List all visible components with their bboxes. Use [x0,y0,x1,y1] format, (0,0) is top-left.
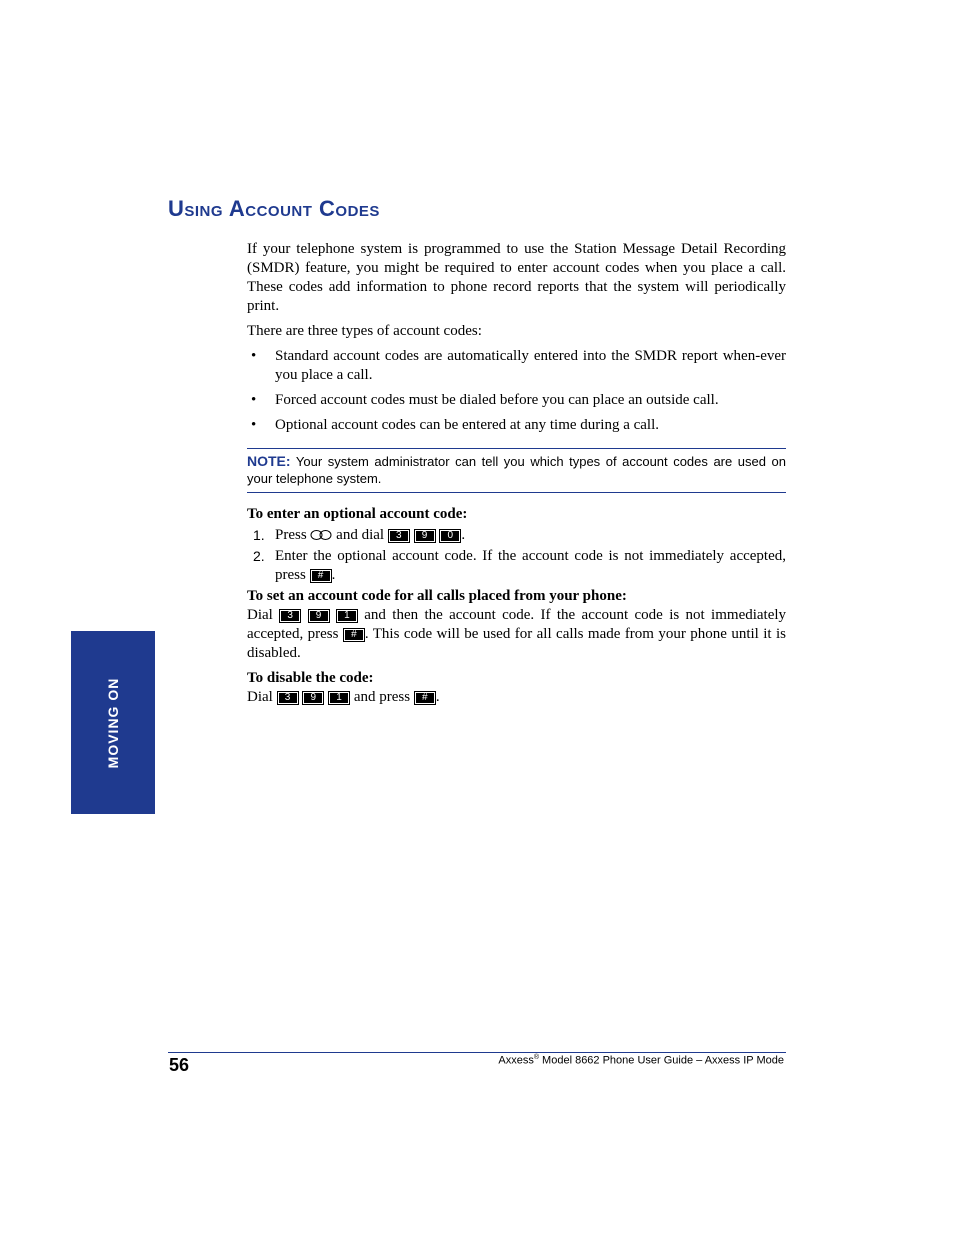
key-pound: # [414,691,436,705]
key-9: 9 [308,609,330,623]
key-9: 9 [302,691,324,705]
key-pound: # [343,628,365,642]
footer-divider [168,1052,786,1053]
step-number: 1. [253,527,265,543]
page-number: 56 [169,1055,190,1075]
key-1: 1 [328,691,350,705]
note-label: NOTE: [247,453,291,469]
optional-code-steps [247,526,786,585]
step-item: 2. Enter the optional account code. If the account code is not immediately accepted, press # . [253,548,786,583]
note-box [247,448,786,493]
note-text: Your system administrator can tell you which types of account codes are used on your telephone system. [247,454,786,486]
step-number: 2. [253,548,265,564]
account-code-types-list [247,347,786,435]
list-item: • Optional account codes can be entered at any time during a call. [251,417,660,433]
all-calls-paragraph: Dial 3 9 1 and then the account code. If the account code is not immediately accepted, press # . This code will be used for all calls made from your phone until it is disabled. [247,607,787,661]
key-3: 3 [388,529,410,543]
optional-code-title: To enter an optional account code: [247,506,468,522]
key-0: 0 [439,529,461,543]
key-9: 9 [414,529,436,543]
all-calls-title: To set an account code for all calls placed from your phone: [247,588,627,604]
bullet-icon: • [251,392,257,408]
bullet-icon: • [251,348,257,364]
footer-title: Axxess® Model 8662 Phone User Guide – Axxess IP Mode [498,1054,784,1067]
bullet-icon: • [251,417,257,433]
key-pound: # [310,569,332,583]
disable-title: To disable the code: [247,670,374,686]
step-item: 1. Press and dial 3 9 0 . [253,527,466,543]
list-item: • Forced account codes must be dialed before you can place an outside call. [251,392,719,408]
disable-paragraph: Dial 3 9 1 and press # . [247,689,440,705]
section-heading: Using Account Codes [168,196,380,221]
types-intro: There are three types of account codes: [247,323,482,339]
key-3: 3 [279,609,301,623]
feature-button-icon [310,529,332,541]
side-tab-label: MOVING ON [105,677,121,768]
list-item: • Standard account codes are automatically entered into the SMDR report when-ever you place a call. [251,348,786,383]
side-tab [71,631,155,814]
key-1: 1 [336,609,358,623]
intro-paragraph: If your telephone system is programmed to use the Station Message Detail Recording (SMDR) feature, you might be required to enter account codes when you place a call. These codes add information to phone record reports that the system will periodically print. [247,241,786,314]
key-3: 3 [277,691,299,705]
main-content [247,240,786,707]
